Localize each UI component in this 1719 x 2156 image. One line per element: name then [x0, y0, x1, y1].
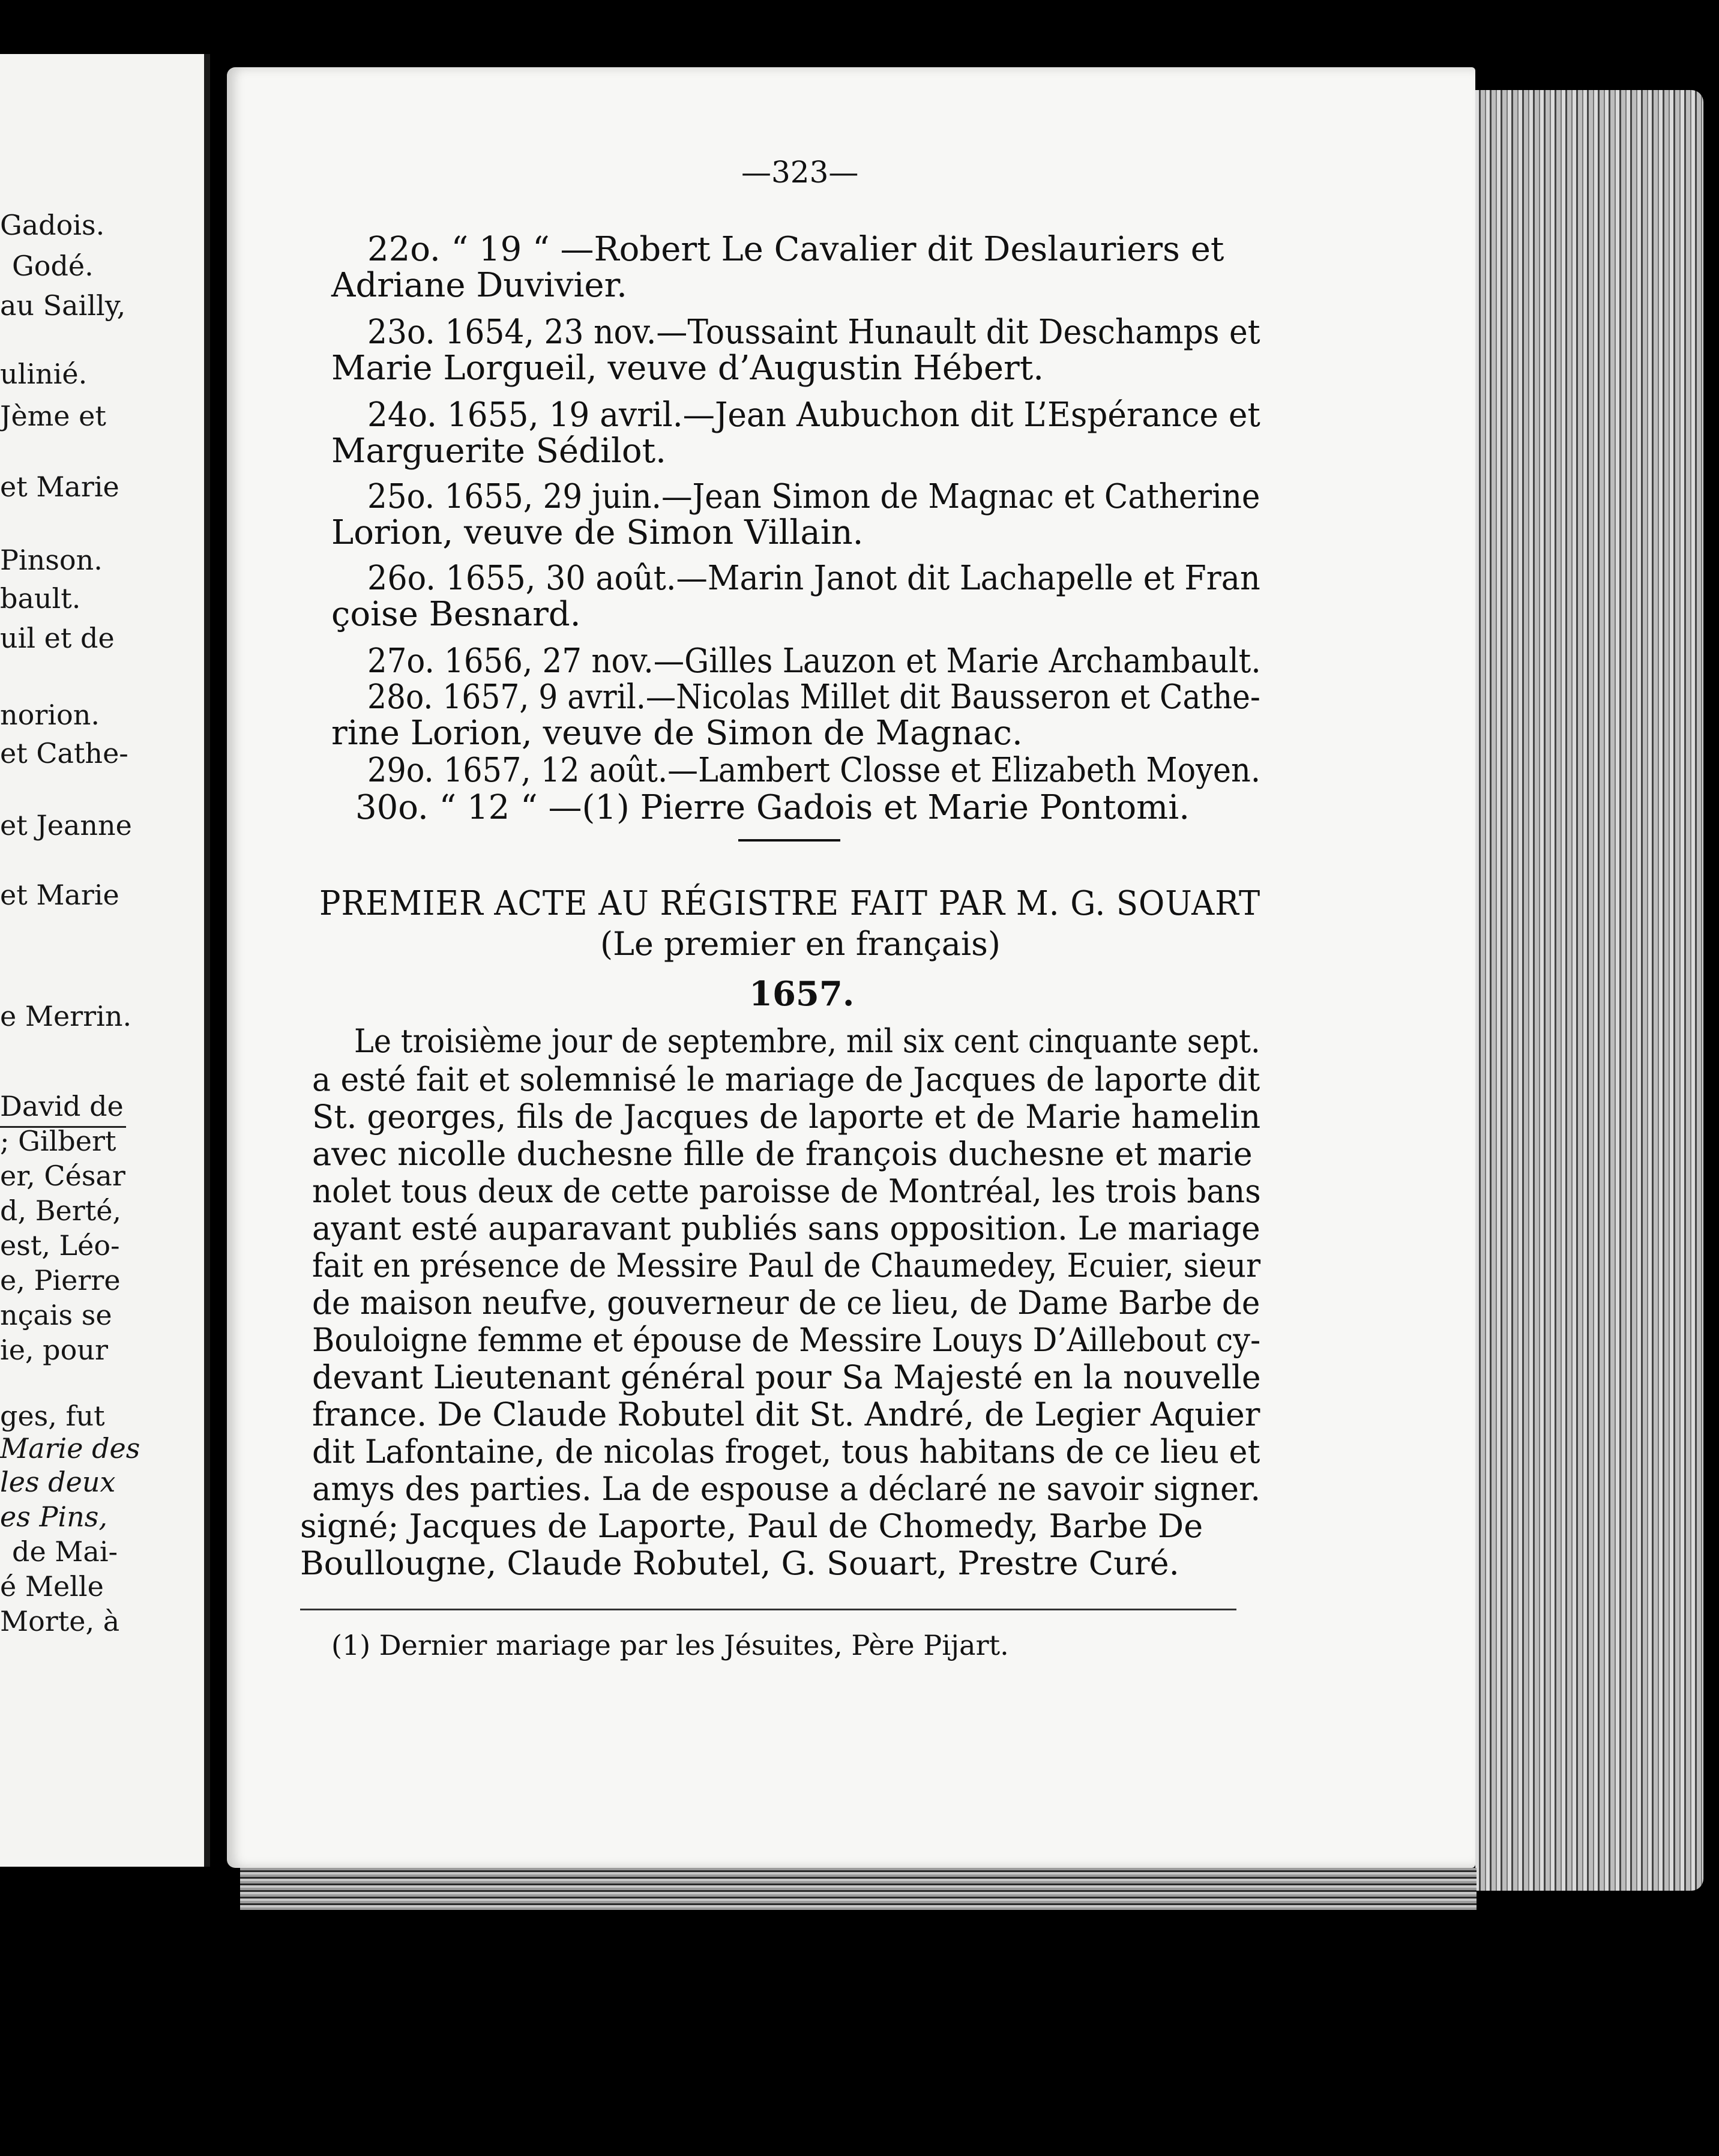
register-entry-line: 24o. 1655, 19 avril.—Jean Aubuchon dit L’Espérance et [367, 396, 1260, 435]
left-page-line: Gadois. [0, 209, 105, 241]
act-text-line: signé; Jacques de Laporte, Paul de Chomedy, Barbe De [300, 1507, 1203, 1545]
left-page-line: les deux [0, 1466, 116, 1498]
left-page-line: et Cathe- [0, 737, 128, 769]
left-page-line: Godé. [12, 250, 94, 282]
left-page-line: é Melle [0, 1570, 104, 1603]
act-text-line: a esté fait et solemnisé le mariage de Jacques de laporte dit [312, 1061, 1260, 1098]
left-page-line: d, Berté, [0, 1194, 122, 1227]
left-page-line: ie, pour [0, 1334, 108, 1366]
left-page-line: er, César [0, 1160, 125, 1192]
register-entry-line: 28o. 1657, 9 avril.—Nicolas Millet dit Bausseron et Cathe- [367, 678, 1260, 717]
left-page-line: et Marie [0, 879, 119, 911]
act-text-line: nolet tous deux de cette paroisse de Montréal, les trois bans [312, 1172, 1261, 1210]
left-page-line: e, Pierre [0, 1264, 121, 1296]
register-entry-line: Marguerite Sédilot. [331, 432, 666, 471]
left-page-line: Marie des [0, 1432, 140, 1465]
register-entry-line: 23o. 1654, 23 nov.—Toussaint Hunault dit Deschamps et [367, 313, 1260, 352]
act-text-line: fait en présence de Messire Paul de Chaumedey, Ecuier, sieur [312, 1247, 1261, 1284]
left-page-line: es Pins, [0, 1501, 107, 1533]
left-page-line: Pinson. [0, 544, 103, 576]
section-separator [738, 839, 840, 842]
left-page-line: e Merrin. [0, 1000, 132, 1032]
page-number: —323— [741, 155, 859, 190]
left-page-line: de Mai- [12, 1535, 118, 1568]
act-text-line: devant Lieutenant général pour Sa Majesté en la nouvelle [312, 1358, 1261, 1396]
act-text-line: dit Lafontaine, de nicolas froget, tous habitans de ce lieu et [312, 1433, 1260, 1471]
left-page-line: bault. [0, 582, 81, 615]
register-entry-line: Adriane Duvivier. [331, 266, 627, 305]
section-year: 1657. [749, 974, 855, 1014]
register-entry-line: 26o. 1655, 30 août.—Marin Janot dit Lachapelle et Fran [367, 559, 1260, 598]
left-page-line: au Sailly, [0, 289, 126, 322]
left-page-line: norion. [0, 699, 100, 731]
act-text-line: avec nicolle duchesne fille de françois duchesne et marie [312, 1135, 1253, 1173]
left-page-line: uil et de [0, 622, 115, 654]
register-entry-line: 25o. 1655, 29 juin.—Jean Simon de Magnac et Catherine [367, 477, 1260, 516]
left-page-line: ulinié. [0, 358, 88, 390]
act-text-line: St. georges, fils de Jacques de laporte et de Marie hamelin [312, 1098, 1261, 1136]
act-text-line: france. De Claude Robutel dit St. André, de Legier Aquier [312, 1396, 1260, 1433]
act-text-line: Boullougne, Claude Robutel, G. Souart, Prestre Curé. [300, 1544, 1179, 1582]
footnote: (1) Dernier mariage par les Jésuites, Père Pijart. [331, 1629, 1009, 1661]
left-page-line: nçais se [0, 1299, 112, 1331]
section-subtitle: (Le premier en français) [600, 925, 1001, 963]
left-page-line: Morte, à [0, 1605, 120, 1637]
register-entry-line: rine Lorion, veuve de Simon de Magnac. [331, 714, 1023, 753]
left-page-line: est, Léo- [0, 1229, 120, 1262]
act-text-line: amys des parties. La de espouse a déclaré ne savoir signer. [312, 1470, 1261, 1508]
register-entry-line: 30o. “ 12 “ —(1) Pierre Gadois et Marie Pontomi. [355, 788, 1190, 827]
register-entry-line: 29o. 1657, 12 août.—Lambert Closse et Elizabeth Moyen. [367, 751, 1261, 790]
left-facing-page [0, 54, 210, 1867]
book-edge [1475, 90, 1703, 1891]
left-page-line: ; Gilbert [0, 1125, 116, 1157]
left-page-line: David de [0, 1090, 124, 1122]
act-text-line: ayant esté auparavant publiés sans opposition. Le mariage [312, 1209, 1260, 1247]
left-page-line: et Jeanne [0, 809, 132, 842]
act-text-line: de maison neufve, gouverneur de ce lieu, de Dame Barbe de [312, 1284, 1260, 1322]
register-entry-line: çoise Besnard. [331, 595, 581, 634]
act-text-line: Bouloigne femme et épouse de Messire Louys D’Aillebout cy- [312, 1321, 1261, 1359]
left-page-line: et Marie [0, 471, 119, 503]
footnote-rule [300, 1609, 1236, 1610]
register-entry-line: 27o. 1656, 27 nov.—Gilles Lauzon et Marie Archambault. [367, 642, 1261, 681]
left-page-line: ges, fut [0, 1400, 105, 1432]
book-bottom-edge [240, 1868, 1477, 1910]
register-entry-line: Lorion, veuve de Simon Villain. [331, 513, 864, 552]
act-text-line: Le troisième jour de septembre, mil six cent cinquante sept. [354, 1022, 1260, 1060]
register-entry-line: Marie Lorgueil, veuve d’Augustin Hébert. [331, 349, 1044, 388]
section-title: PREMIER ACTE AU RÉGISTRE FAIT PAR M. G. SOUART [319, 884, 1261, 923]
register-entry-line: 22o. “ 19 “ —Robert Le Cavalier dit Deslauriers et [367, 230, 1224, 269]
left-page-line: Jème et [0, 400, 106, 432]
